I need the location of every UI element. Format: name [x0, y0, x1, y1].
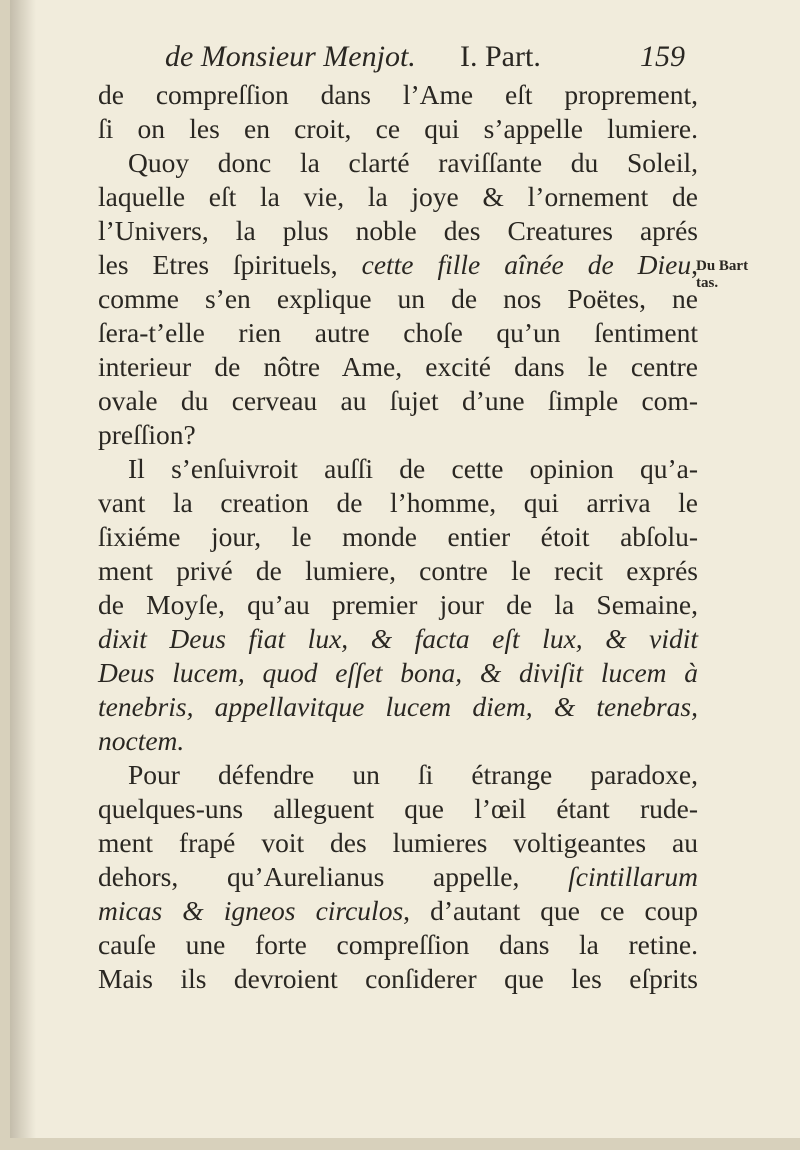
text-line [98, 622, 698, 656]
text-run: Il s’enſuivroit auſſi de cette opinion qu’a- [128, 453, 698, 484]
text-line [98, 894, 698, 928]
text-run: de compreſſion dans l’Ame eſt proprement, [98, 79, 698, 110]
italic-text: tenebris, appellavitque lucem diem, & tenebras, [98, 691, 698, 722]
text-run: comme s’en explique un de nos Poëtes, ne [98, 283, 698, 314]
text-line [98, 962, 698, 996]
italic-text: dixit Deus fiat lux, & facta eſt lux, & vidit [98, 623, 698, 654]
text-run: vant la creation de l’homme, qui arriva le [98, 487, 698, 518]
text-line [98, 724, 698, 758]
text-line [98, 350, 698, 384]
italic-text: micas & igneos circulos [98, 895, 404, 926]
binding-shadow [10, 0, 36, 1138]
margin-note [696, 258, 748, 292]
text-run: ſixiéme jour, le monde entier étoit abſolu- [98, 521, 698, 552]
text-run: ment frapé voit des lumieres voltigeantes au [98, 827, 698, 858]
page-header [165, 40, 685, 80]
text-line [98, 146, 698, 180]
text-run: cauſe une forte compreſſion dans la retine. [98, 929, 698, 960]
text-run: dehors, qu’Aurelianus appelle, [98, 861, 569, 892]
book-page [10, 0, 800, 1138]
text-run: ſera-t’elle rien autre choſe qu’un ſentiment [98, 317, 698, 348]
italic-text: noctem. [98, 725, 185, 756]
text-run: ovale du cerveau au ſujet d’une ſimple com- [98, 385, 698, 416]
text-line [98, 690, 698, 724]
text-run: interieur de nôtre Ame, excité dans le centre [98, 351, 698, 382]
text-line [98, 860, 698, 894]
text-line [98, 248, 698, 282]
text-run: , [691, 249, 698, 280]
text-line [98, 486, 698, 520]
text-run: quelques-uns alleguent que l’œil étant rude- [98, 793, 698, 824]
text-run: preſſion? [98, 419, 196, 450]
text-line [98, 78, 698, 112]
text-run: Quoy donc la clarté raviſſante du Soleil, [128, 147, 698, 178]
text-line [98, 452, 698, 486]
text-run: ment privé de lumiere, contre le recit exprés [98, 555, 698, 586]
text-line [98, 520, 698, 554]
text-line [98, 214, 698, 248]
text-line [98, 792, 698, 826]
text-line [98, 418, 698, 452]
text-run: ſi on les en croit, ce qui s’appelle lumiere. [98, 113, 698, 144]
text-line [98, 554, 698, 588]
text-line [98, 180, 698, 214]
text-line [98, 928, 698, 962]
text-run: , d’autant que ce coup [403, 895, 698, 926]
running-title: de Monsieur Menjot. [165, 40, 416, 73]
italic-text: ſcintillarum [568, 861, 698, 892]
text-run: l’Univers, la plus noble des Creatures aprés [98, 215, 698, 246]
text-line [98, 656, 698, 690]
text-run: les Etres ſpirituels, [98, 249, 362, 280]
text-run: Pour défendre un ſi étrange paradoxe, [128, 759, 698, 790]
text-line [98, 588, 698, 622]
text-line [98, 112, 698, 146]
part-label: I. Part. [460, 40, 541, 73]
text-line [98, 758, 698, 792]
margin-note-line: tas. [696, 275, 719, 291]
text-run: laquelle eſt la vie, la joye & l’ornement de [98, 181, 698, 212]
italic-text: Deus lucem, quod eſſet bona, & diviſit lucem à [98, 657, 698, 688]
text-line [98, 316, 698, 350]
margin-note-line: Du Bart [696, 258, 749, 274]
text-run: Mais ils devroient conſiderer que les eſprits [98, 963, 698, 994]
text-line [98, 384, 698, 418]
text-run: de Moyſe, qu’au premier jour de la Semaine, [98, 589, 698, 620]
italic-text: cette fille aînée de Dieu [361, 249, 692, 280]
body-text [98, 78, 698, 996]
text-line [98, 826, 698, 860]
page-number: 159 [640, 40, 685, 73]
text-line [98, 282, 698, 316]
